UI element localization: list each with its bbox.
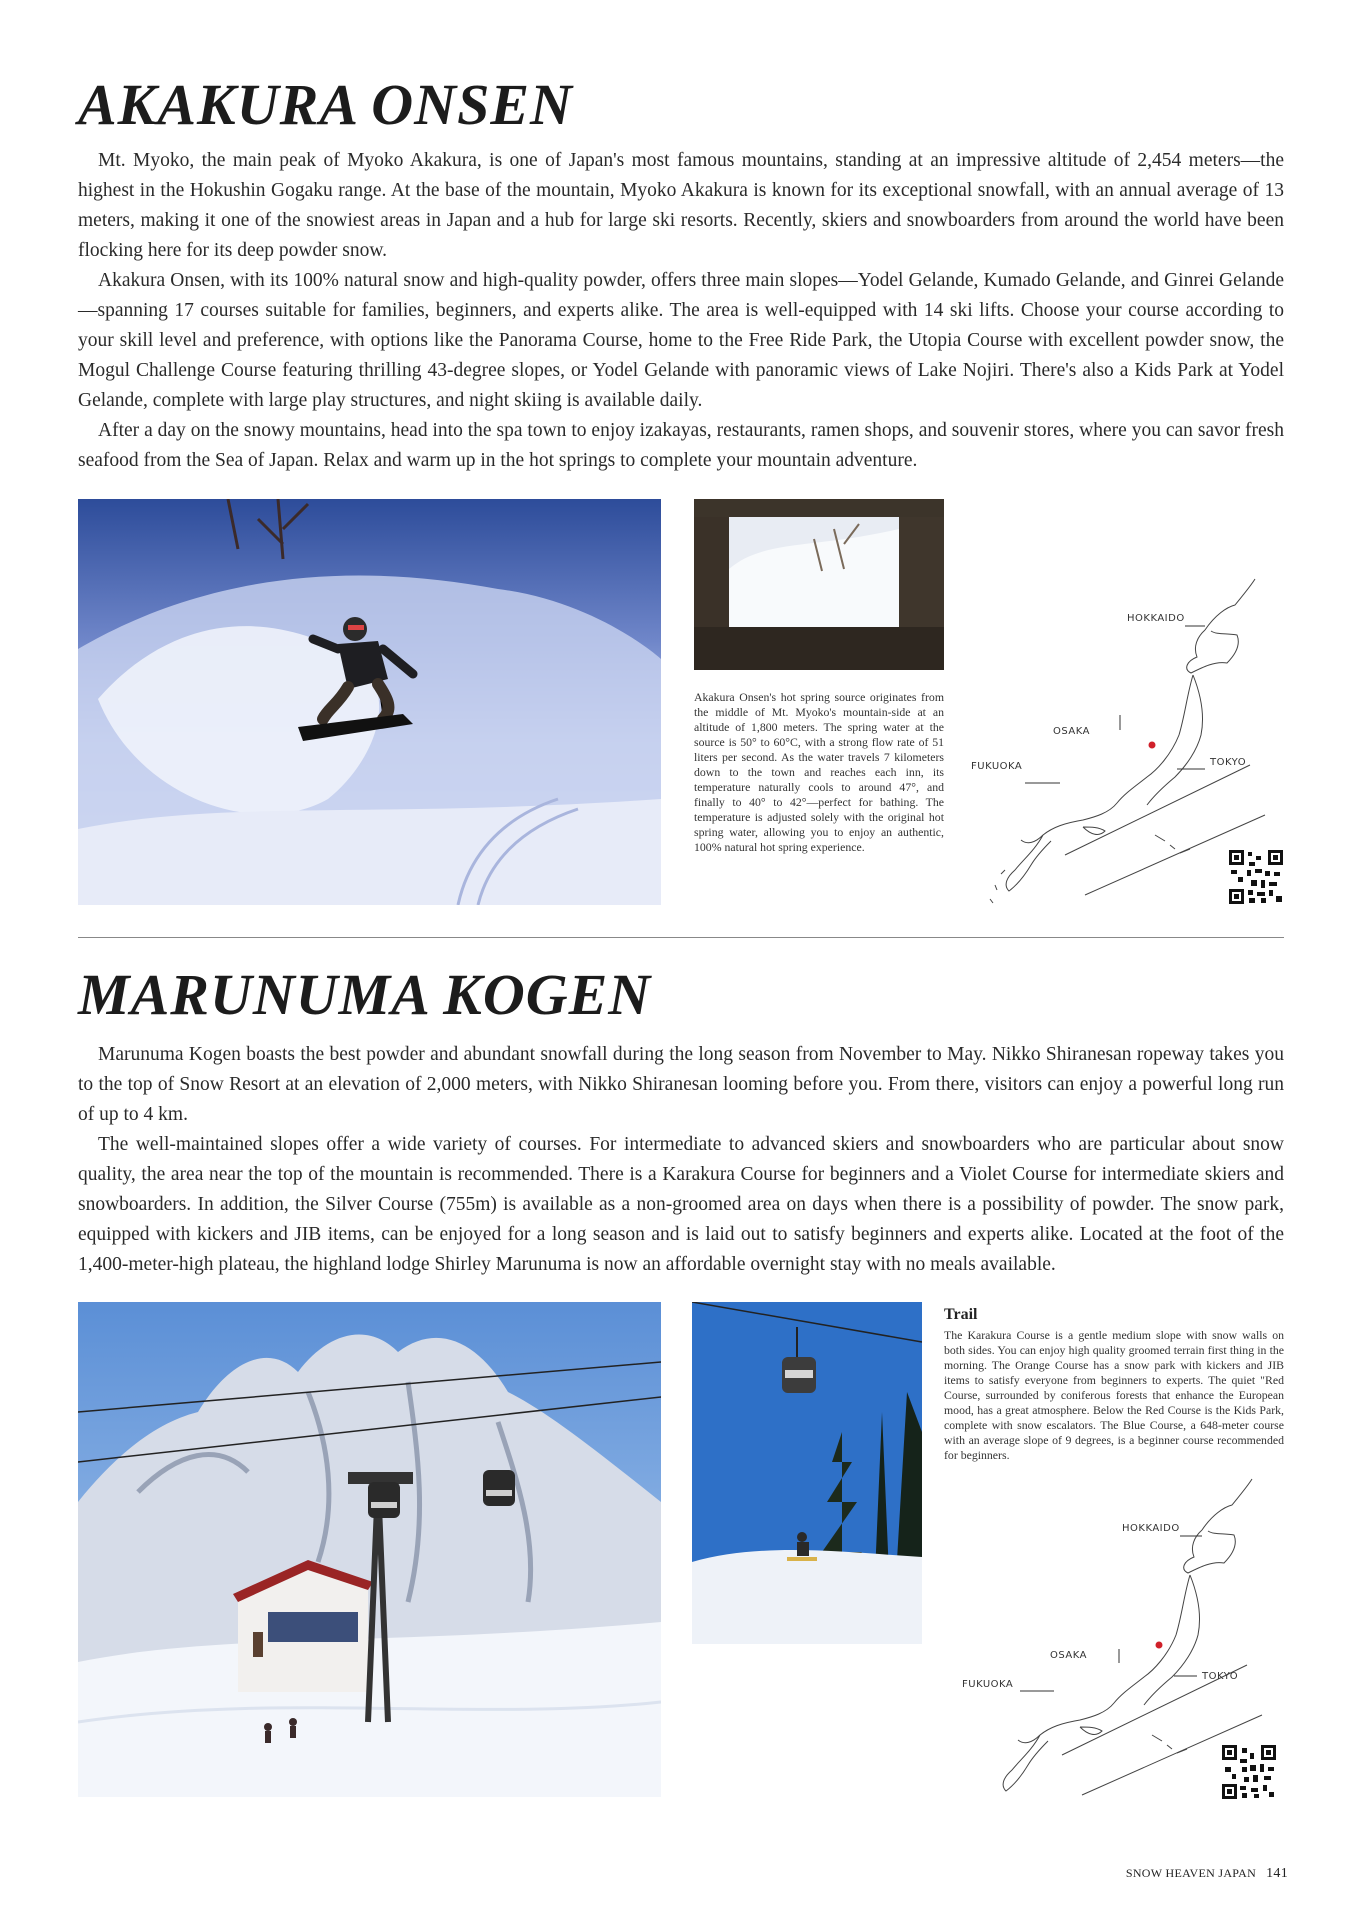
map1-label-tokyo: TOKYO	[1210, 757, 1247, 768]
map1-label-osaka: OSAKA	[1053, 726, 1090, 737]
publication-name: SNOW HEAVEN JAPAN	[1125, 1866, 1257, 1880]
trail-block	[944, 1307, 1284, 1463]
ropeway-forest-photo	[692, 1302, 922, 1644]
qr-code-marunuma[interactable]	[1222, 1745, 1276, 1799]
marunuma-paragraph-2: The well-maintained slopes offer a wide variety of courses. For intermediate to advanced skiers and snowboarders who are particular about snow quality, the area near the top of the mountain is recommended. There is a Karakura Course for beginners and a Violet Course for intermediate skiers and snowboarders. In addition, the Silver Course (755m) is available as a non-groomed area on days when there is a possibility of powder. The snow park, equipped with kickers and JIB items, can be enjoyed for a long season and is laid out to satisfy beginners and experts alike. Located at the foot of the 1,400-meter-high plateau, the highland lodge Shirley Marunuma is now an affordable overnight stay with no meals available.	[78, 1134, 1284, 1275]
akakura-location-marker	[1149, 742, 1156, 749]
section-divider	[78, 937, 1284, 938]
map2-label-fukuoka: FUKUOKA	[962, 1679, 1014, 1690]
marunuma-body	[78, 1040, 1284, 1280]
snowboarder-photo	[78, 499, 661, 905]
map2-label-tokyo: TOKYO	[1202, 1671, 1239, 1682]
japan-map-akakura	[965, 565, 1290, 905]
qr-code-akakura[interactable]	[1229, 850, 1283, 904]
map1-label-hokkaido: HOKKAIDO	[1127, 613, 1185, 624]
akakura-paragraph-1: Mt. Myoko, the main peak of Myoko Akakura, is one of Japan's most famous mountains, standing at an impressive altitude of 2,454 meters—the highest in the Hokushin Gogaku range. At the base of the mountain, Myoko Akakura is known for its exceptional snowfall, with an annual average of 13 meters, making it one of the snowiest areas in Japan and a hub for large ski resorts. Recently, skiers and snowboarders from around the world have been flocking here for its deep powder snow.	[78, 150, 1284, 261]
hot-spring-caption	[694, 690, 944, 855]
akakura-body	[78, 146, 1284, 476]
hot-spring-photo	[694, 499, 944, 670]
trail-heading: Trail	[944, 1306, 978, 1323]
section-title-akakura: AKAKURA ONSEN	[78, 72, 573, 137]
japan-map-marunuma	[952, 1475, 1287, 1810]
section-title-marunuma: MARUNUMA KOGEN	[78, 962, 652, 1027]
gondola-mountain-photo	[78, 1302, 661, 1797]
map2-label-osaka: OSAKA	[1050, 1650, 1087, 1661]
akakura-paragraph-3: After a day on the snowy mountains, head into the spa town to enjoy izakayas, restaurants, ramen shops, and souvenir stores, where you can savor fresh seafood from the Sea of Japan. Relax and warm up in the hot springs to complete your mountain adventure.	[78, 420, 1284, 471]
hot-spring-caption-text: Akakura Onsen's hot spring source originates from the middle of Mt. Myoko's mountain-side at an altitude of 1,800 meters. The spring water at the source is 50° to 60°C, with a strong flow rate of 51 liters per second. As the water travels 7 kilometers down to the town and reaches each inn, its temperature naturally cools to around 47°, and finally to 40° to 42°—perfect for bathing. The temperature is adjusted solely with the original hot spring water, allowing you to enjoy an authentic, 100% natural hot spring experience.	[694, 690, 944, 854]
trail-description: The Karakura Course is a gentle medium slope with snow walls on both sides. You can enjoy high quality groomed terrain first thing in the morning. The Orange Course has a snow park with kickers and JIB items to satisfy everyone from beginners to experts. The quiet "Red Course, surrounded by coniferous forests that enhance the European mood, has a great atmosphere. Below the Red Course is the Kids Park, complete with snow escalators. The Blue Course, a 648-meter course with an average slope of 9 degrees, is a beginner course recommended for beginners.	[944, 1328, 1284, 1462]
marunuma-paragraph-1: Marunuma Kogen boasts the best powder and abundant snowfall during the long season from November to May. Nikko Shiranesan ropeway takes you to the top of Snow Resort at an elevation of 2,000 meters, with Nikko Shiranesan looming before you. From there, visitors can enjoy a powerful long run of up to 4 km.	[78, 1044, 1284, 1125]
map2-label-hokkaido: HOKKAIDO	[1122, 1523, 1180, 1534]
page-footer	[1126, 1866, 1288, 1882]
akakura-paragraph-2: Akakura Onsen, with its 100% natural snow and high-quality powder, offers three main slopes—Yodel Gelande, Kumado Gelande, and Ginrei Gelande—spanning 17 courses suitable for families, beginners, and experts alike. The area is well-equipped with 14 ski lifts. Choose your course according to your skill level and preference, with options like the Panorama Course, home to the Free Ride Park, the Utopia Course with excellent powder snow, the Mogul Challenge Course featuring thrilling 43-degree slopes, or Yodel Gelande with panoramic views of Lake Nojiri. There's also a Kids Park at Yodel Gelande, complete with large play structures, and night skiing is available daily.	[78, 270, 1284, 411]
map1-label-fukuoka: FUKUOKA	[971, 761, 1023, 772]
marunuma-location-marker	[1156, 1642, 1163, 1649]
page-number: 141	[1266, 1866, 1288, 1881]
